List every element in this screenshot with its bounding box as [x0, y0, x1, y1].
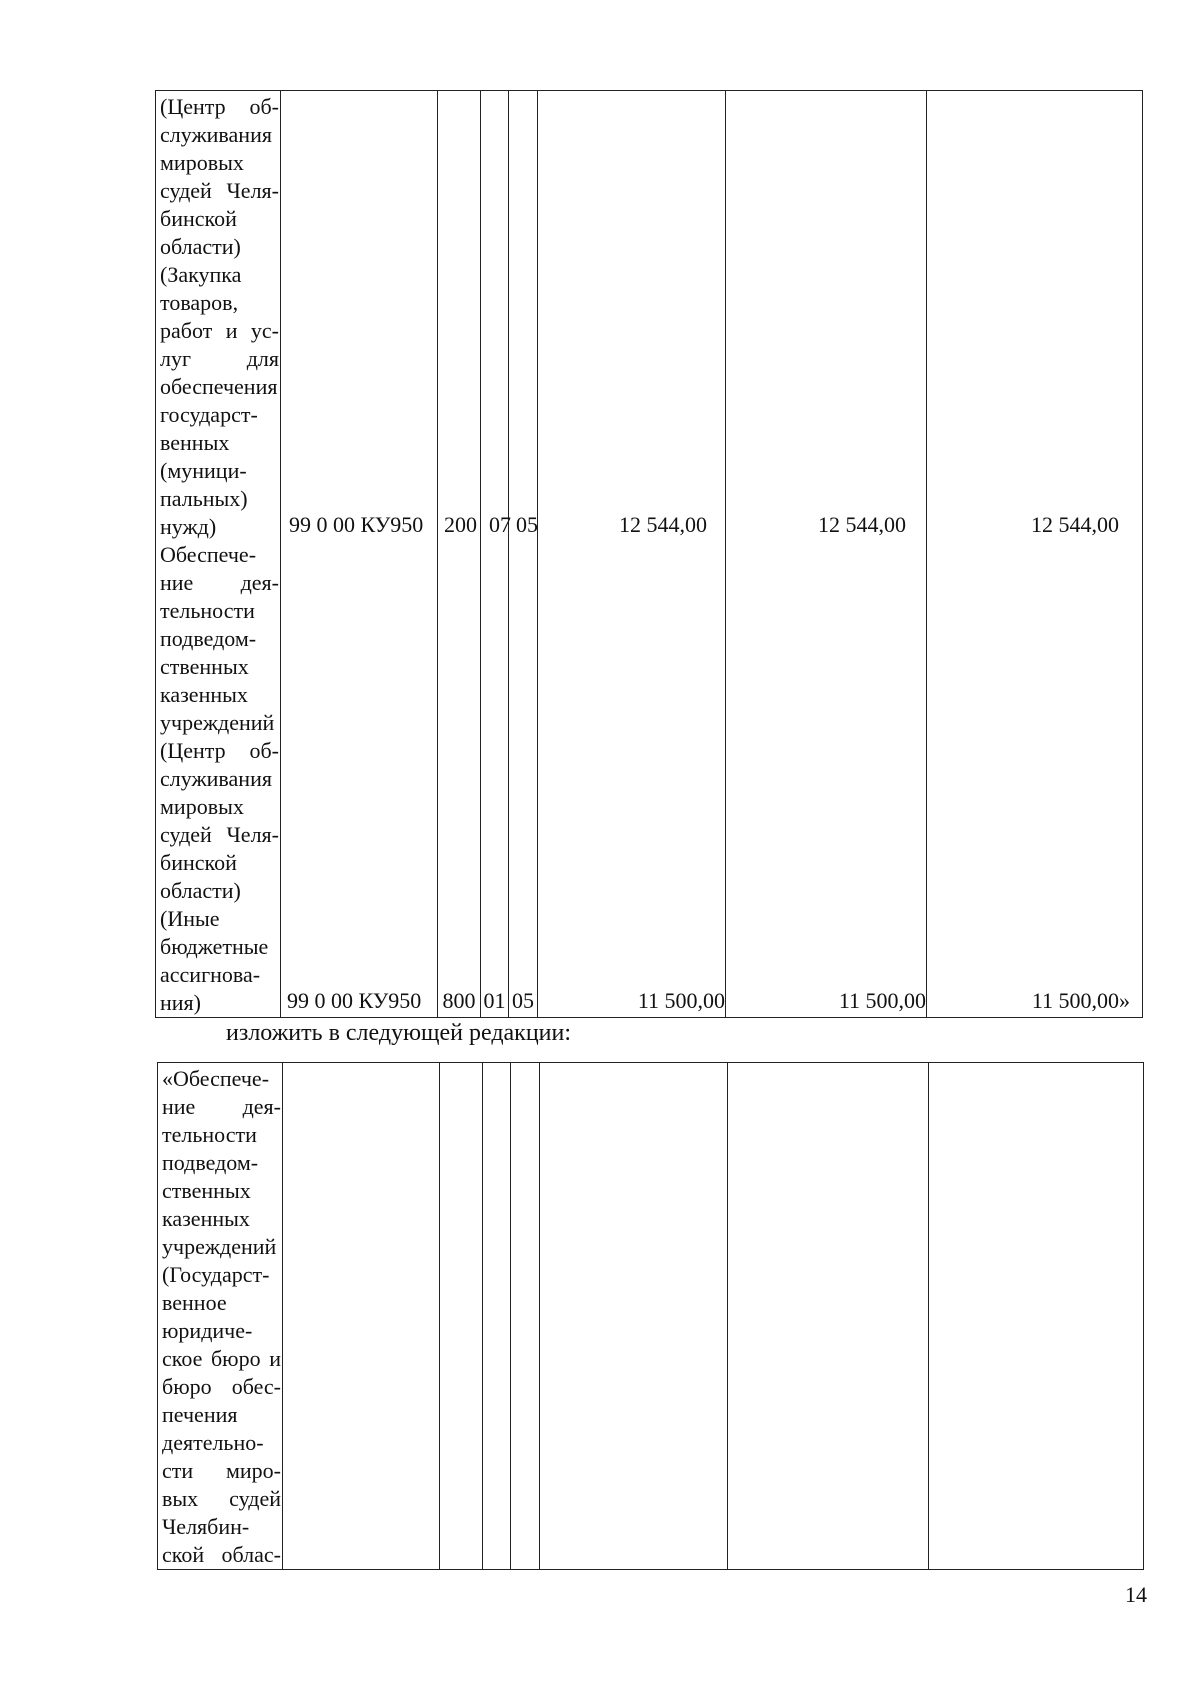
transition-phrase: изложить в следующей редакции:	[226, 1020, 572, 1046]
name-line: работ и ус-	[160, 318, 279, 343]
name-line: мировых	[160, 794, 244, 819]
table-row	[156, 91, 1143, 1018]
expense-name-cell	[156, 91, 281, 1018]
row2-sum3: 11 500,00»	[1031, 988, 1130, 1013]
budget-table-before	[155, 90, 1143, 1018]
name-line: служивания	[160, 122, 272, 147]
name-line: ственных	[160, 654, 249, 679]
row1-vr: 200	[444, 512, 477, 537]
name-line: казенных	[160, 682, 248, 707]
name-line: бюджетные	[160, 934, 269, 959]
name-line: обеспечения	[160, 374, 278, 399]
name-line: тельности	[160, 598, 255, 623]
name-line: подведом-	[160, 626, 257, 651]
name-line: области)	[160, 878, 241, 903]
row2-pr: 05	[512, 988, 534, 1013]
expense-type-cell	[438, 91, 481, 1018]
name-line: учреждений	[160, 710, 275, 735]
name-line: (муници-	[160, 458, 247, 483]
row1-pr: 05	[516, 512, 538, 537]
name-line: ние дея-	[160, 570, 279, 595]
target-article-cell	[283, 1063, 440, 1570]
expense-name-cell	[158, 1063, 283, 1570]
name-line: ственных	[162, 1178, 251, 1203]
expense-name-text	[160, 93, 279, 1017]
name-line: «Обеспече-	[162, 1066, 270, 1091]
name-line: Челябин-	[162, 1514, 250, 1539]
name-line: тельности	[162, 1122, 257, 1147]
row1-sum1: 12 544,00	[619, 512, 707, 537]
name-line: вых судей	[162, 1486, 281, 1511]
name-line: мировых	[160, 150, 244, 175]
name-line: бинской	[160, 850, 237, 875]
row1-rz: 07	[489, 512, 511, 537]
name-line: деятельно-	[162, 1430, 264, 1455]
name-line: товаров,	[160, 290, 239, 315]
name-line: (Закупка	[160, 262, 242, 287]
name-line: подведом-	[162, 1150, 259, 1175]
name-line: ния)	[160, 990, 201, 1015]
budget-table-after	[157, 1062, 1144, 1570]
sum-year3-cell	[927, 91, 1143, 1018]
section-cell	[481, 91, 509, 1018]
section-cell	[483, 1063, 511, 1570]
table-row	[158, 1063, 1144, 1570]
row2-csr: 99 0 00 КУ950	[287, 988, 422, 1013]
name-line: пальных)	[160, 486, 248, 511]
name-line: венных	[160, 430, 230, 455]
name-line: ской облас-	[162, 1542, 281, 1567]
target-article-cell	[281, 91, 438, 1018]
subsection-cell	[509, 91, 538, 1018]
name-line: судей Челя-	[160, 822, 279, 847]
row2-sum2: 11 500,00	[838, 988, 926, 1013]
name-line: бюро обес-	[162, 1374, 281, 1399]
row2-sum1: 11 500,00	[637, 988, 725, 1013]
name-line: (Иные	[160, 906, 220, 931]
name-line: юридиче-	[162, 1318, 253, 1343]
row1-sum2: 12 544,00	[818, 512, 906, 537]
name-line: области)	[160, 234, 241, 259]
name-line: учреждений	[162, 1234, 277, 1259]
name-line: Обеспече-	[160, 542, 257, 567]
sum-year2-cell	[726, 91, 927, 1018]
sum-year1-cell	[538, 91, 726, 1018]
subsection-cell	[511, 1063, 540, 1570]
expense-name-text	[162, 1065, 281, 1569]
sum-year2-cell	[728, 1063, 929, 1570]
name-line: (Центр об-	[160, 738, 279, 763]
name-line: печения	[162, 1402, 238, 1427]
name-line: нужд)	[160, 514, 217, 539]
name-line: ассигнова-	[160, 962, 261, 987]
name-line: венное	[162, 1290, 227, 1315]
name-line: судей Челя-	[160, 178, 279, 203]
name-line: служивания	[160, 766, 272, 791]
page-number: 14	[1125, 1582, 1147, 1607]
name-line: бинской	[160, 206, 237, 231]
row1-sum3: 12 544,00	[1031, 512, 1119, 537]
name-line: (Государст-	[162, 1262, 270, 1287]
sum-year3-cell	[929, 1063, 1144, 1570]
name-line: луг для	[160, 346, 279, 371]
name-line: государст-	[160, 402, 258, 427]
name-line: ние дея-	[162, 1094, 281, 1119]
row1-csr: 99 0 00 КУ950	[289, 512, 424, 537]
row2-vr: 800	[442, 988, 476, 1013]
name-line: (Центр об-	[160, 94, 279, 119]
name-line: ское бюро и	[162, 1346, 281, 1371]
sum-year1-cell	[540, 1063, 728, 1570]
row2-rz: 01	[483, 988, 506, 1013]
name-line: сти миро-	[162, 1458, 281, 1483]
name-line: казенных	[162, 1206, 250, 1231]
expense-type-cell	[440, 1063, 483, 1570]
